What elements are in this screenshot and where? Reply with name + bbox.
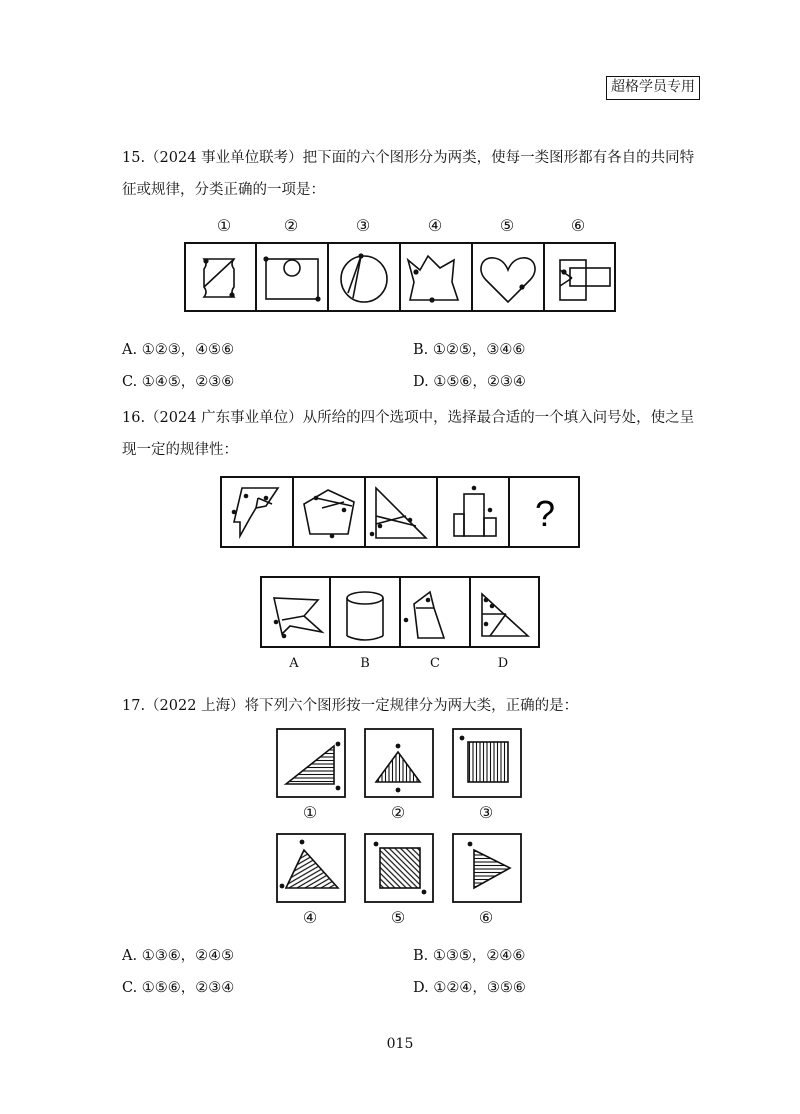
q16-letter-b[interactable]: B [360, 656, 370, 671]
q15-fig-2 [266, 259, 318, 299]
q16-option-a-figure [274, 598, 322, 634]
q16-letter-a[interactable]: A [289, 656, 299, 671]
student-only-tag: 超格学员专用 [606, 76, 700, 100]
q15-fig-5 [481, 258, 535, 302]
q17-text-line1: 17.（2022 上海）将下列六个图形按一定规律分为两大类，正确的是： [122, 698, 579, 714]
q16-letter-d[interactable]: D [497, 656, 509, 671]
q17-fig-6 [474, 850, 510, 888]
q16-fig-2 [304, 490, 354, 534]
q17-fig-4 [286, 850, 338, 888]
q17-fig-5 [380, 848, 420, 888]
q16-fig-4 [454, 494, 496, 536]
q17-label-3: ③ [478, 803, 494, 822]
q15-fig-1 [204, 259, 234, 297]
q17-fig-3 [468, 742, 508, 782]
q15-label-3: ③ [355, 216, 371, 235]
q15-figure-strip [184, 242, 616, 312]
q15-fig-4 [408, 256, 458, 300]
q16-option-b-figure [347, 592, 383, 640]
q16-fig-1 [234, 488, 278, 536]
q15-option-b[interactable]: B. ①②⑤，③④⑥ [413, 342, 526, 358]
q17-label-4: ④ [302, 908, 318, 927]
q16-option-d-figure [482, 594, 528, 636]
q15-option-d[interactable]: D. ①⑤⑥，②③④ [413, 374, 526, 390]
q15-label-4: ④ [427, 216, 443, 235]
q16-options-strip [260, 576, 540, 648]
q16-text-line1: 16.（2024 广东事业单位）从所给的四个选项中，选择最合适的一个填入问号处，使之呈 [122, 410, 695, 426]
q17-label-2: ② [390, 803, 406, 822]
q17-option-d[interactable]: D. ①②④，③⑤⑥ [413, 980, 526, 996]
q17-fig-1 [286, 746, 334, 784]
q16-question-mark: ? [534, 493, 556, 534]
q15-fig-6 [560, 260, 610, 300]
page-number: 015 [386, 1036, 414, 1052]
q16-text-line2: 现一定的规律性： [122, 442, 238, 458]
q15-label-2: ② [283, 216, 299, 235]
q17-option-c[interactable]: C. ①⑤⑥，②③④ [122, 980, 235, 996]
q17-label-1: ① [302, 803, 318, 822]
q17-label-6: ⑥ [478, 908, 494, 927]
q15-option-c[interactable]: C. ①④⑤，②③⑥ [122, 374, 235, 390]
q17-label-5: ⑤ [390, 908, 406, 927]
q17-fig-2 [376, 752, 420, 782]
q15-text-line2: 征或规律，分类正确的一项是： [122, 182, 325, 198]
q15-option-a[interactable]: A. ①②③，④⑤⑥ [122, 342, 235, 358]
q17-option-b[interactable]: B. ①③⑤，②④⑥ [413, 948, 526, 964]
q16-question-strip [220, 476, 580, 548]
q15-label-1: ① [216, 216, 232, 235]
q15-fig-3 [341, 256, 387, 302]
q17-option-a[interactable]: A. ①③⑥，②④⑤ [122, 948, 235, 964]
q15-label-5: ⑤ [499, 216, 515, 235]
q16-fig-3 [376, 488, 426, 538]
q15-text-line1: 15.（2024 事业单位联考）把下面的六个图形分为两类，使每一类图形都有各自的共同特 [122, 150, 695, 166]
q16-letter-c[interactable]: C [430, 656, 440, 671]
q15-label-6: ⑥ [570, 216, 586, 235]
